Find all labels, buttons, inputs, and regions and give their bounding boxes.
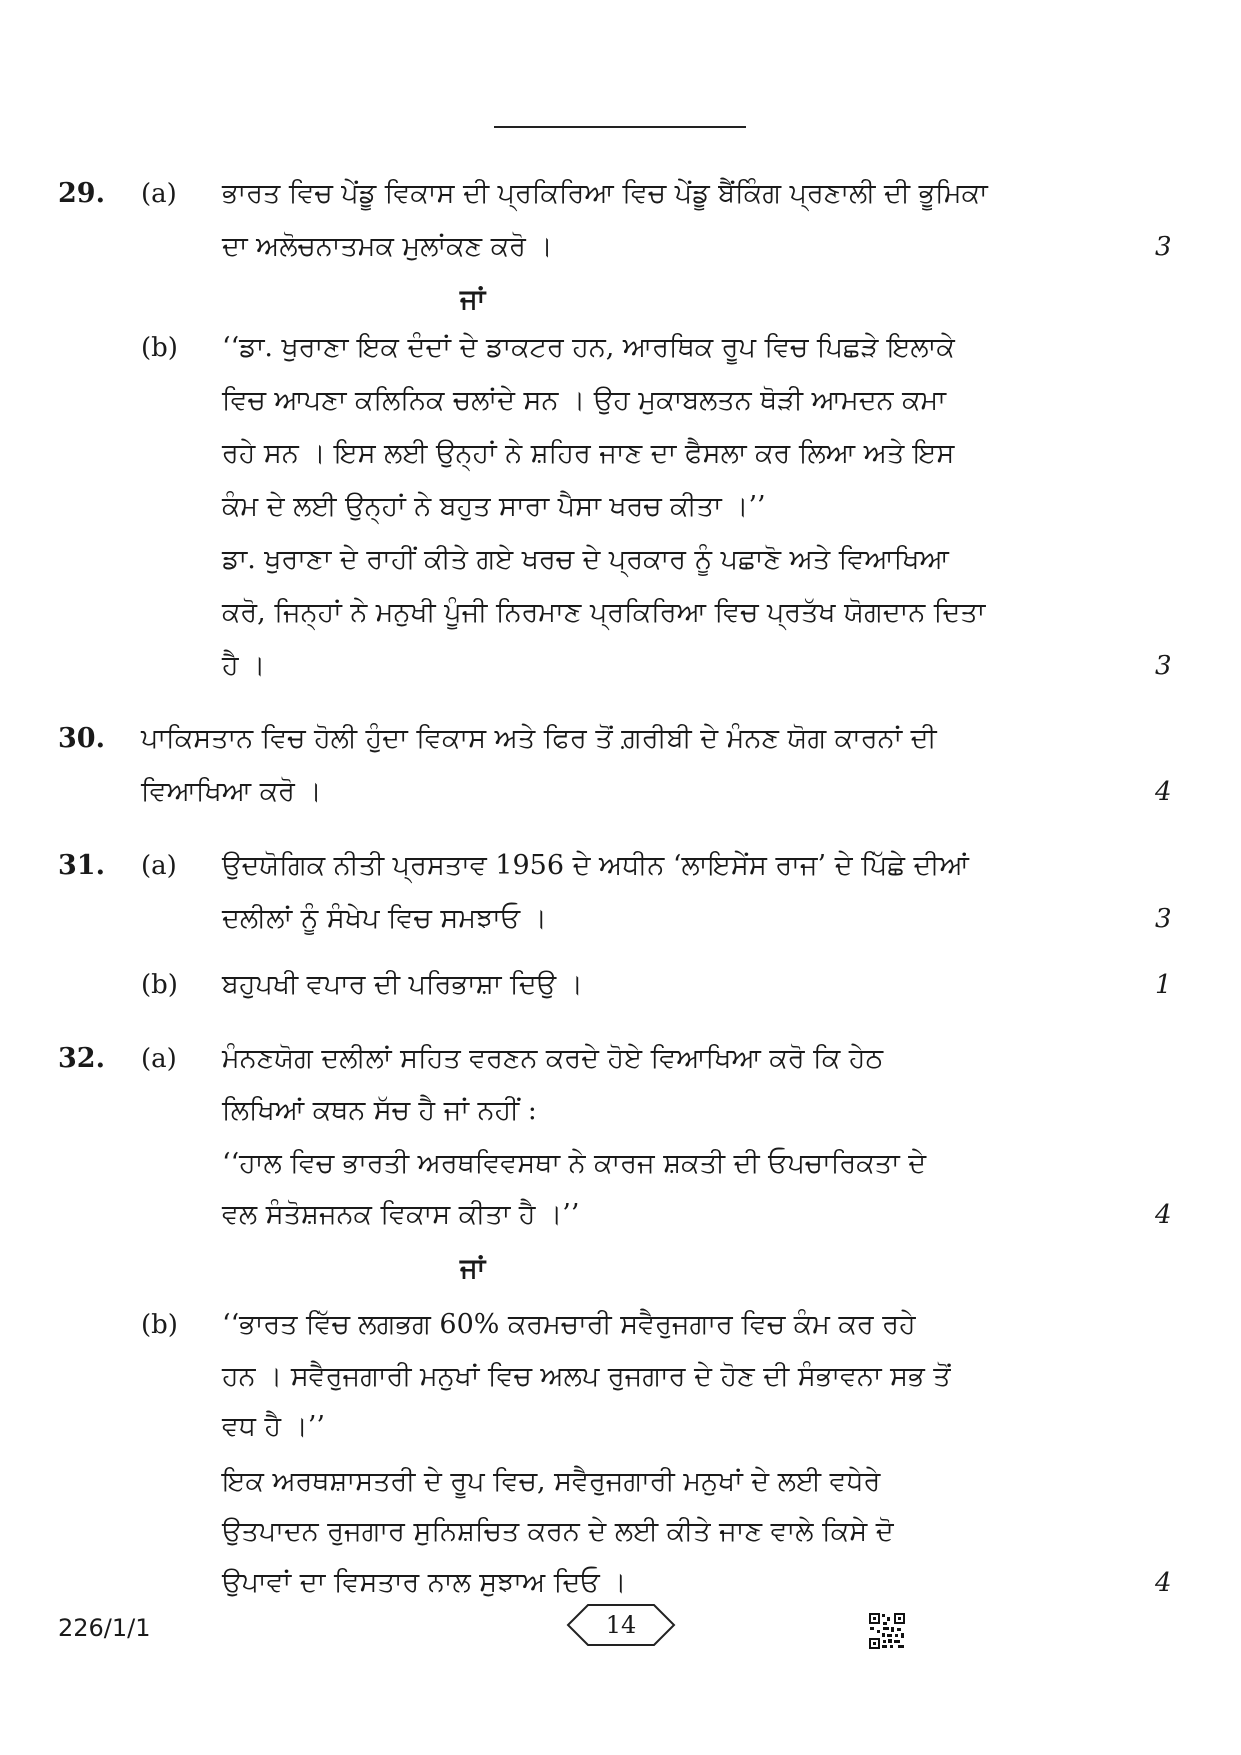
q29b-line-2: ਵਿਚ ਆਪਣਾ ਕਲਿਨਿਕ ਚਲਾਂਦੇ ਸਨ । ਉਹ ਮੁਕਾਬਲਤਨ ਥੋੜੀ ਆਮਦਨ ਕਮਾ [222, 385, 946, 416]
q29b-label: (b) [141, 333, 178, 363]
q30-marks: 4 [1155, 777, 1172, 807]
q32b-line-1: ‘‘ਭਾਰਤ ਵਿੱਚ ਲਗਭਗ 60% ਕਰਮਚਾਰੀ ਸਵੈਰੁਜਗਾਰ ਵਿਚ ਕੰਮ ਕਰ ਰਹੇ [222, 1309, 916, 1340]
q29-or: ਜਾਂ [460, 284, 486, 315]
q32b-line-5: ਉਤਪਾਦਨ ਰੁਜਗਾਰ ਸੁਨਿਸ਼ਚਿਤ ਕਰਨ ਦੇ ਲਈ ਕੀਤੇ ਜਾਣ ਵਾਲੇ ਕਿਸੇ ਦੋ [222, 1516, 894, 1547]
q32a-line-2: ਲਿਖਿਆਂ ਕਥਨ ਸੱਚ ਹੈ ਜਾਂ ਨਹੀਂ : [222, 1095, 537, 1126]
q31a-line-2: ਦਲੀਲਾਂ ਨੂੰ ਸੰਖੇਪ ਵਿਚ ਸਮਝਾਓ । [222, 903, 547, 934]
q29b-line-5: ਡਾ. ਖੁਰਾਣਾ ਦੇ ਰਾਹੀਂ ਕੀਤੇ ਗਏ ਖਰਚ ਦੇ ਪ੍ਰਕਾਰ ਨੂੰ ਪਛਾਣੋ ਅਤੇ ਵਿਆਖਿਆ [222, 544, 949, 575]
q31a-marks: 3 [1155, 904, 1172, 934]
q31b-marks: 1 [1155, 970, 1172, 1000]
question-29-number: 29. [58, 178, 105, 209]
q32b-marks: 4 [1155, 1568, 1172, 1598]
q32a-label: (a) [141, 1044, 177, 1074]
q31a-label: (a) [141, 851, 177, 881]
q32b-line-3: ਵਧ ਹੈ ।’’ [222, 1411, 326, 1442]
paper-code: 226/1/1 [58, 1614, 151, 1642]
q30-line-2: ਵਿਆਖਿਆ ਕਰੋ । [141, 776, 322, 807]
q32a-line-4: ਵਲ ਸੰਤੋਸ਼ਜਨਕ ਵਿਕਾਸ ਕੀਤਾ ਹੈ ।’’ [222, 1199, 580, 1230]
q29a-marks: 3 [1155, 232, 1172, 262]
q29b-line-7: ਹੈ । [222, 650, 266, 681]
qr-code-icon [868, 1612, 906, 1650]
q29b-marks: 3 [1155, 651, 1172, 681]
q29b-line-1: ‘‘ਡਾ. ਖੁਰਾਣਾ ਇਕ ਦੰਦਾਂ ਦੇ ਡਾਕਟਰ ਹਨ, ਆਰਥਿਕ ਰੂਪ ਵਿਚ ਪਿਛੜੇ ਇਲਾਕੇ [222, 332, 955, 363]
page-number-badge [566, 1603, 676, 1647]
q32b-line-6: ਉਪਾਵਾਂ ਦਾ ਵਿਸਤਾਰ ਨਾਲ ਸੁਝਾਅ ਦਿਓ । [222, 1567, 627, 1598]
question-32-number: 32. [58, 1043, 105, 1074]
q29b-line-6: ਕਰੋ, ਜਿਨ੍ਹਾਂ ਨੇ ਮਨੁਖੀ ਪੂੰਜੀ ਨਿਰਮਾਣ ਪ੍ਰਕਿਰਿਆ ਵਿਚ ਪ੍ਰਤੱਖ ਯੋਗਦਾਨ ਦਿਤਾ [222, 597, 986, 628]
q29a-label: (a) [141, 179, 177, 209]
q31a-line-1: ਉਦਯੋਗਿਕ ਨੀਤੀ ਪ੍ਰਸਤਾਵ 1956 ਦੇ ਅਧੀਨ ‘ਲਾਇਸੇਂਸ ਰਾਜ’ ਦੇ ਪਿੱਛੇ ਦੀਆਂ [222, 850, 970, 881]
q29a-line-1: ਭਾਰਤ ਵਿਚ ਪੇਂਡੂ ਵਿਕਾਸ ਦੀ ਪ੍ਰਕਿਰਿਆ ਵਿਚ ਪੇਂਡੂ ਬੈਂਕਿੰਗ ਪ੍ਰਣਾਲੀ ਦੀ ਭੂਮਿਕਾ [222, 178, 988, 209]
q31b-line-1: ਬਹੁਪਖੀ ਵਪਾਰ ਦੀ ਪਰਿਭਾਸ਼ਾ ਦਿਉ । [222, 969, 583, 1000]
q31b-label: (b) [141, 970, 178, 1000]
q32a-line-1: ਮੰਨਣਯੋਗ ਦਲੀਲਾਂ ਸਹਿਤ ਵਰਣਨ ਕਰਦੇ ਹੋਏ ਵਿਆਖਿਆ ਕਰੋ ਕਿ ਹੇਠ [222, 1043, 884, 1074]
page-number: 14 [605, 1611, 637, 1639]
q29b-line-4: ਕੰਮ ਦੇ ਲਈ ਉਨ੍ਹਾਂ ਨੇ ਬਹੁਤ ਸਾਰਾ ਪੈਸਾ ਖਰਚ ਕੀਤਾ ।’’ [222, 491, 766, 522]
q29b-line-3: ਰਹੇ ਸਨ । ਇਸ ਲਈ ਉਨ੍ਹਾਂ ਨੇ ਸ਼ਹਿਰ ਜਾਣ ਦਾ ਫੈਸਲਾ ਕਰ ਲਿਆ ਅਤੇ ਇਸ [222, 438, 955, 469]
q32a-marks: 4 [1155, 1200, 1172, 1230]
q32a-line-3: ‘‘ਹਾਲ ਵਿਚ ਭਾਰਤੀ ਅਰਥਵਿਵਸਥਾ ਨੇ ਕਾਰਜ ਸ਼ਕਤੀ ਦੀ ਓਪਚਾਰਿਕਤਾ ਦੇ [222, 1148, 927, 1179]
q32b-label: (b) [141, 1310, 178, 1340]
top-rule [494, 126, 746, 128]
question-31-number: 31. [58, 850, 105, 881]
q32b-line-4: ਇਕ ਅਰਥਸ਼ਾਸਤਰੀ ਦੇ ਰੂਪ ਵਿਚ, ਸਵੈਰੁਜਗਾਰੀ ਮਨੁਖਾਂ ਦੇ ਲਈ ਵਧੇਰੇ [222, 1466, 881, 1497]
q32b-line-2: ਹਨ । ਸਵੈਰੁਜਗਾਰੀ ਮਨੁਖਾਂ ਵਿਚ ਅਲਪ ਰੁਜਗਾਰ ਦੇ ਹੋਣ ਦੀ ਸੰਭਾਵਨਾ ਸਭ ਤੋਂ [222, 1361, 951, 1392]
q32-or: ਜਾਂ [460, 1253, 486, 1284]
q29a-line-2: ਦਾ ਅਲੋਚਨਾਤਮਕ ਮੁਲਾਂਕਣ ਕਰੋ । [222, 231, 553, 262]
question-30-number: 30. [58, 723, 105, 754]
q30-line-1: ਪਾਕਿਸਤਾਨ ਵਿਚ ਹੋਲੀ ਹੁੰਦਾ ਵਿਕਾਸ ਅਤੇ ਫਿਰ ਤੋਂ ਗ਼ਰੀਬੀ ਦੇ ਮੰਨਣ ਯੋਗ ਕਾਰਨਾਂ ਦੀ [141, 723, 937, 754]
